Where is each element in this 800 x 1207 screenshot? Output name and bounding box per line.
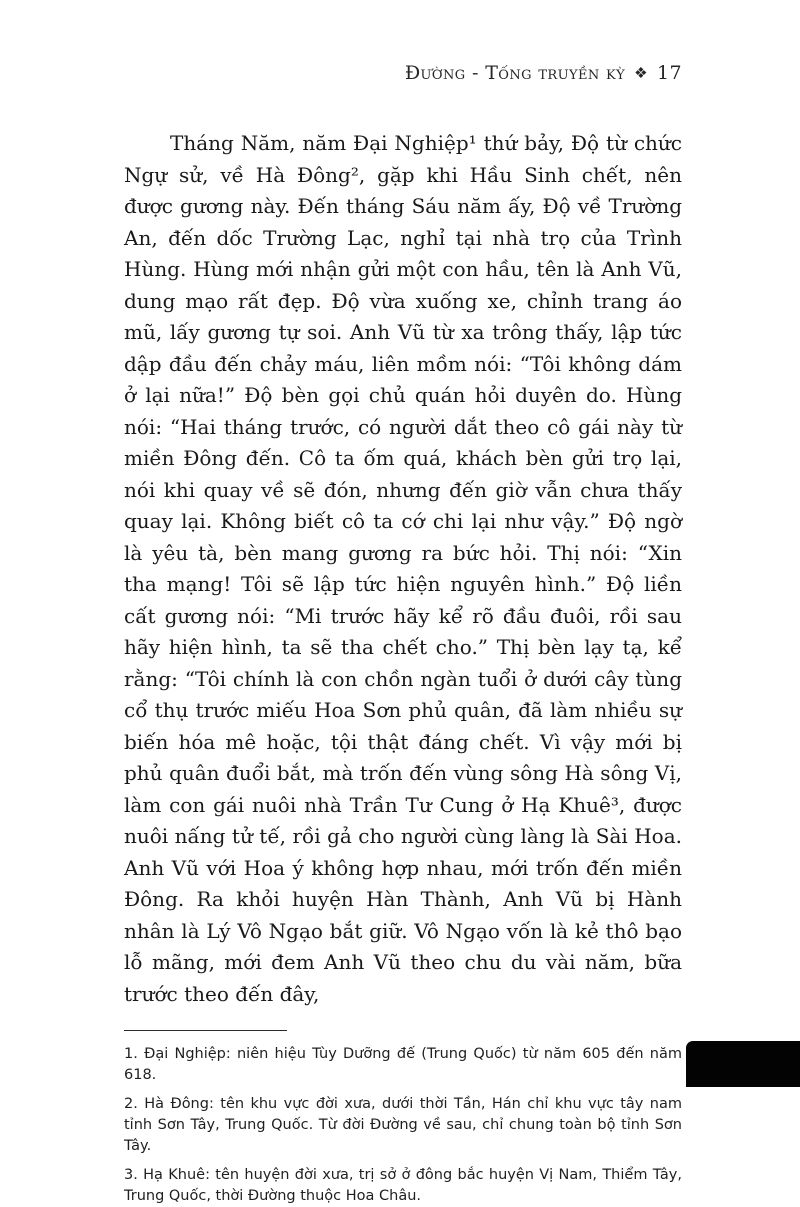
footnotes-section [124,1044,682,1207]
running-header [124,62,682,84]
footnote-divider [124,1030,287,1031]
diamond-ornament-icon: ❖ [634,64,649,82]
footnote-2: 2. Hà Đông: tên khu vực đời xưa, dưới thời Tần, Hán chỉ khu vực tây nam tỉnh Sơn Tây, Trung Quốc. Từ đời Đường về sau, chỉ chung toàn bộ tỉnh Sơn Tây. [124,1096,682,1154]
footnote-3: 3. Hạ Khuê: tên huyện đời xưa, trị sở ở đông bắc huyện Vị Nam, Thiểm Tây, Trung Quốc, thời Đường thuộc Hoa Châu. [124,1167,682,1204]
running-title: Đường - Tống truyền kỳ [404,62,626,84]
page-number: 17 [657,62,682,84]
scan-corner-artifact [686,1041,800,1087]
body-paragraph: Tháng Năm, năm Đại Nghiệp¹ thứ bảy, Độ từ chức Ngự sử, về Hà Đông², gặp khi Hầu Sinh chết, nên được gương này. Đến tháng Sáu năm ấy, Độ về Trường An, đến dốc Trường Lạc, nghỉ tại nhà trọ của Trình Hùng. Hùng mới nhận gửi một con hầu, tên là Anh Vũ, dung mạo rất đẹp. Độ vừa xuống xe, chỉnh trang áo mũ, lấy gương tự soi. Anh Vũ từ xa trông thấy, lập tức dập đầu đến chảy máu, liên mồm nói: “Tôi không dám ở lại nữa!” Độ bèn gọi chủ quán hỏi duyên do. Hùng nói: “Hai tháng trước, có người dắt theo cô gái này từ miền Đông đến. Cô ta ốm quá, khách bèn gửi trọ lại, nói khi quay về sẽ đón, nhưng đến giờ vẫn chưa thấy quay lại. Không biết cô ta cớ chi lại như vậy.” Độ ngờ là yêu tà, bèn mang gương ra bức hỏi. Thị nói: “Xin tha mạng! Tôi sẽ lập tức hiện nguyên hình.” Độ liền cất gương nói: “Mi trước hãy kể rõ đầu đuôi, rồi sau hãy hiện hình, ta sẽ tha chết cho.” Thị bèn lạy tạ, kể rằng: “Tôi chính là con chồn ngàn tuổi ở dưới cây tùng cổ thụ trước miếu Hoa Sơn phủ quân, đã làm nhiều sự biến hóa mê hoặc, tội thật đáng chết. Vì vậy mới bị phủ quân đuổi bắt, mà trốn đến vùng sông Hà sông Vị, làm con gái nuôi nhà Trần Tư Cung ở Hạ Khuê³, được nuôi nấng tử tế, rồi gả cho người cùng làng là Sài Hoa. Anh Vũ với Hoa ý không hợp nhau, mới trốn đến miền Đông. Ra khỏi huyện Hàn Thành, Anh Vũ bị Hành nhân là Lý Vô Ngạo bắt giữ. Vô Ngạo vốn là kẻ thô bạo lỗ mãng, mới đem Anh Vũ theo chu du vài năm, bữa trước theo đến đây, [124,131,682,1006]
footnote-1: 1. Đại Nghiệp: niên hiệu Tùy Dưỡng đế (Trung Quốc) từ năm 605 đến năm 618. [124,1046,682,1083]
